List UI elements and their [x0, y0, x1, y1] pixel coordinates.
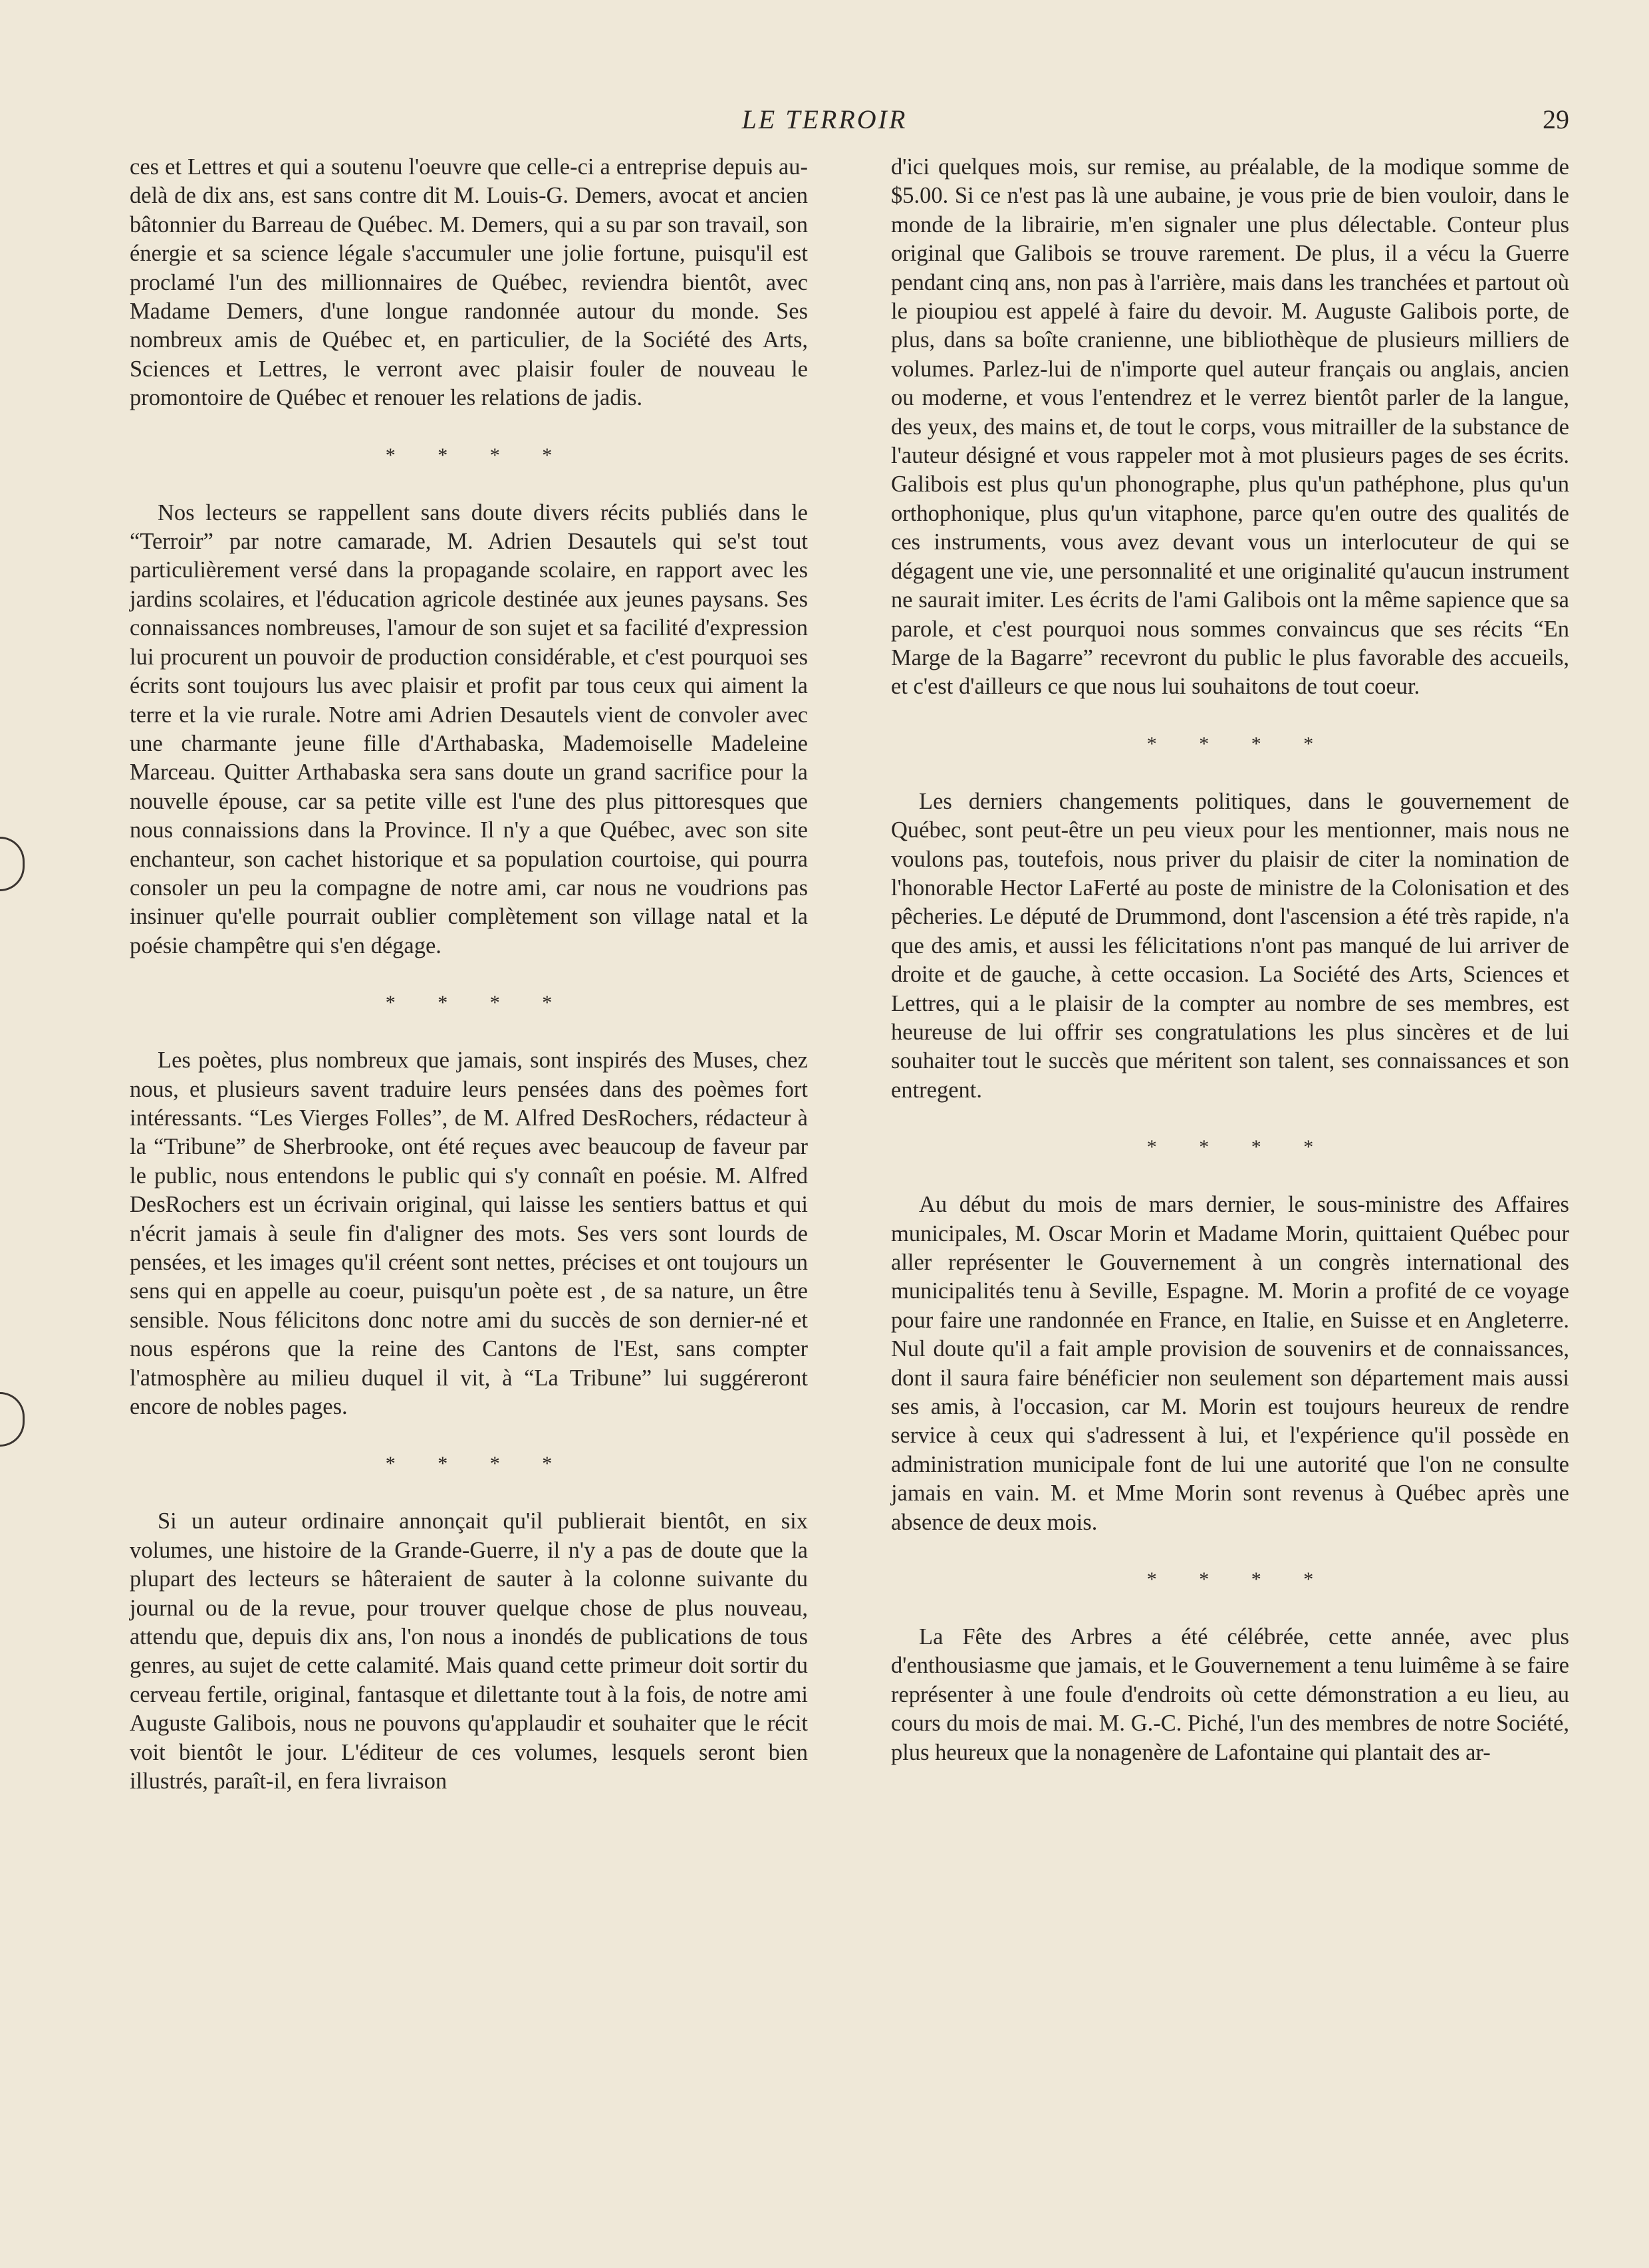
section-separator: * * * *: [1146, 732, 1332, 755]
section-separator: * * * *: [385, 992, 571, 1014]
page-header: [0, 100, 1649, 140]
section-separator: * * * *: [385, 444, 571, 466]
page-number: 29: [1543, 104, 1569, 134]
section-separator: * * * *: [385, 1453, 571, 1475]
paragraph-laferte: Les derniers changements politiques, dans le gouvernement de Québec, sont peut-être un peu vieux pour les mentionner, mais nous ne voulons pas, toutefois, nous priver du plaisir de citer la nomination de l'honorable Hector LaFerté au poste de ministre de la Colonisation et des pêcheries. Le député de Drummond, dont l'ascension a été très rapide, n'a que des amis, et aussi les félicitations n'ont pas manqué de lui arriver de droite et de gauche, à cette occasion. La Société des Arts, Sciences et Lettres, qui a le plaisir de la compter au nombre de ses membres, est heureuse de lui offrir ses congratulations les plus sincères et de lui souhaiter tout le succès que méritent son talent, ses connaissances et son entregent.: [891, 788, 1569, 1103]
left-column: [130, 153, 808, 1796]
section-separator: * * * *: [1146, 1568, 1332, 1591]
paragraph-fete-des-arbres: La Fête des Arbres a été célébrée, cette année, avec plus d'enthousiasme que jamais, et le Gouvernement a tenu luimême à se faire représenter à une foule d'endroits où cette démonstration a eu lieu, au cours du mois de mai. M. G.-C. Piché, l'un des membres de notre Société, plus heureux que la nonagenère de Lafontaine qui plantait des ar-: [891, 1624, 1569, 1765]
section-separator: * * * *: [1146, 1136, 1332, 1159]
paragraph-galibois-continued: d'ici quelques mois, sur remise, au préalable, de la modique somme de $5.00. Si ce n'est pas là une aubaine, je vous prie de bien vouloir, dans le monde de la librairie, m'en signaler une plus délectable. Conteur plus original que Galibois se trouve rarement. De plus, il a vécu la Guerre pendant cinq ans, non pas à l'arrière, mais dans les tranchées et partout où le pioupiou est appelé à faire du devoir. M. Auguste Galibois porte, de plus, dans sa boîte cranienne, une bibliothèque de plusieurs milliers de volumes. Parlez-lui de n'importe quel auteur français ou anglais, ancien ou moderne, et vous l'entendrez et le verrez bientôt parler de la langue, des yeux, des mains et, de tout le corps, vous mitrailler de la substance de l'auteur désigné et vous rappeler mot à mot plusieurs pages de ses écrits. Galibois est plus qu'un phonographe, plus qu'un pathéphone, plus qu'un orthophonique, plus qu'un vitaphone, parce qu'en outre des qualités de ces instruments, vous avez devant vous un interlocuteur de qui se dégagent une vie, une personnalité et une originalité qu'aucun instrument ne saurait imiter. Les écrits de l'ami Galibois ont la même sapience que sa parole, et c'est pourquoi nous sommes convaincus que ses récits “En Marge de la Bagarre” recevront du public le plus favorable des accueils, et c'est d'ailleurs ce que nous lui souhaitons de tout coeur.: [891, 154, 1569, 700]
paragraph-desrochers: Les poètes, plus nombreux que jamais, sont inspirés des Muses, chez nous, et plusieurs savent traduire leurs pensées dans des poèmes fort intéressants. “Les Vierges Folles”, de M. Alfred DesRochers, rédacteur à la “Tribune” de Sherbrooke, ont été reçues avec beaucoup de faveur par le public, nous entendons le public qui s'y connaît en poésie. M. Alfred DesRochers est un écrivain original, qui laisse les sentiers battus et qui n'écrit jamais à seule fin d'aligner des mots. Ses vers sont lourds de pensées, et les images qu'il créent sont nettes, précises et ont toujours un sens qui en appelle au coeur, puisqu'un poète est , de sa nature, un être sensible. Nous félicitons donc notre ami du succès de son dernier-né et nous espérons que la reine des Cantons de l'Est, sans compter l'atmosphère au milieu duquel il vit, à “La Tribune” lui suggéreront encore de nobles pages.: [130, 1048, 808, 1420]
paragraph-galibois: Si un auteur ordinaire annonçait qu'il publierait bientôt, en six volumes, une histoire de la Grande-Guerre, il n'y a pas de doute que la plupart des lecteurs se hâteraient de sauter à la colonne suivante du journal ou de la revue, pour trouver quelque chose de plus nouveau, attendu que, depuis dix ans, l'on nous a inondés de publications de tous genres, au sujet de cette calamité. Mais quand cette primeur doit sortir du cerveau fertile, original, fantasque et dilettante tout à la fois, de notre ami Auguste Galibois, nous ne pouvons qu'applaudir et souhaiter que le récit voit bientôt le jour. L'éditeur de ces volumes, lesquels seront bien illustrés, paraît-il, en fera livraison: [130, 1508, 808, 1794]
paragraph-desautels: Nos lecteurs se rappellent sans doute divers récits publiés dans le “Terroir” par notre camarade, M. Adrien Desautels qui se'st tout particulièrement versé dans la propagande scolaire, en rapport avec les jardins scolaires, et l'éducation agricole destinée aux jeunes paysans. Ses connaissances nombreuses, l'amour de son sujet et sa facilité d'expression lui procurent un pouvoir de production considérable, et c'est pourquoi ses écrits sont toujours lus avec plaisir et profit par tous ceux qui aiment la terre et la vie rurale. Notre ami Adrien Desautels vient de convoler avec une charmante jeune fille d'Arthabaska, Mademoiselle Madeleine Marceau. Quitter Arthabaska sera sans doute un grand sacrifice pour la nouvelle épouse, car sa petite ville est l'une des plus pittoresques que nous connaissions dans la Province. Il n'y a que Québec, avec son site enchanteur, son cachet historique et sa population courtoise, qui pourra consoler un peu la compagne de notre ami, car nous ne voudrions pas insinuer qu'elle pourrait oublier complètement son village natal et la poésie champêtre qui s'en dégage.: [130, 499, 808, 958]
paragraph-demers: ces et Lettres et qui a soutenu l'oeuvre que celle-ci a entreprise depuis au-delà de dix ans, est sans contre dit M. Louis-G. Demers, avocat et ancien bâtonnier du Barreau de Québec. M. Demers, qui a su par son travail, son énergie et sa science légale s'accumuler une jolie fortune, puisqu'il est proclamé l'un des millionnaires de Québec, reviendra bientôt, avec Madame Demers, d'une longue randonnée autour du monde. Ses nombreux amis de Québec et, en particulier, de la Société des Arts, Sciences et Lettres, le verront avec plaisir fouler de nouveau le promontoire de Québec et renouer les relations de jadis.: [130, 154, 808, 411]
right-column: [891, 153, 1569, 1767]
journal-title: LE TERROIR: [741, 104, 908, 134]
binding-hole-mark: [0, 837, 25, 891]
paragraph-morin: Au début du mois de mars dernier, le sous-ministre des Affaires municipales, M. Oscar Morin et Madame Morin, quittaient Québec pour aller représenter le Gouvernement à un congrès international des municipalités tenu à Seville, Espagne. M. Morin a profité de ce voyage pour faire une randonnée en France, en Italie, en Suisse et en Angleterre. Nul doute qu'il a fait ample provision de souvenirs et de connaissances, dont il saura faire bénéficier non seulement son département mais aussi ses amis, à l'occasion, car M. Morin est toujours heureux de rendre service à ceux qui s'adressent à lui, et l'expérience qu'il possède en administration municipale font de lui une autorité que l'on ne consulte jamais en vain. M. et Mme Morin sont revenus à Québec après une absence de deux mois.: [891, 1192, 1569, 1535]
binding-hole-mark: [0, 1392, 25, 1447]
